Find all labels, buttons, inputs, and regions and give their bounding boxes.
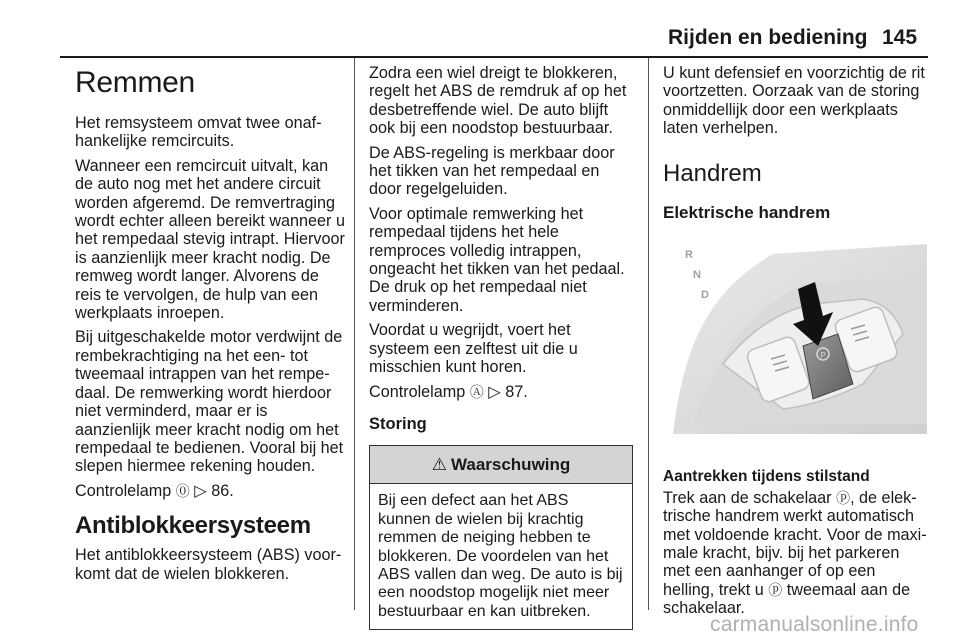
watermark: carmanualsonline.info <box>710 613 919 636</box>
paragraph: Voor optimale remwerking het rempedaal tijdens het hele remproces volledig intrappen, ongeacht het tikken van het pedaal. De druk op het rempedaal niet verminderen. <box>369 204 625 315</box>
column-1 <box>75 58 347 589</box>
paragraph: Het antiblokkeersysteem (ABS) voorkomt dat de wielen blokkeren. <box>75 546 342 583</box>
gear-label-d: D <box>701 289 709 302</box>
paragraph: Het remsysteem omvat twee onafhankelijke remcircuits. <box>75 114 322 151</box>
column-divider-1 <box>354 58 355 610</box>
subheading-apply-stationary: Aantrekken tijdens stilstand <box>663 468 870 486</box>
instruction-paragraph <box>663 489 929 618</box>
instruction-text: tweemaal aan de schakelaar. <box>663 580 911 618</box>
paragraph: Bij uitgeschakelde motor verdwijnt de rembekrachtiging na het een- tot tweemaal intrappen van het rempedaal. De remwerking wordt hierdoor niet verminderd, maar er is aanzienlijk meer kracht nodig om het rempedaal te bedienen. Vooral bij het slepen hiermee rekening houden. <box>75 328 344 476</box>
paragraph: Wanneer een remcircuit uitvalt, kan de auto nog met het andere circuit worden afgeremd. De remvertraging wordt echter alleen bereikt wanneer u het rempedaal stevig intrapt. Hiervoor is aanzienlijk meer kracht nodig. De remweg wordt langer. Alvorens de reis te vervolgen, de hulp van een werkplaats inroepen. <box>75 156 345 323</box>
control-lamp-label: Controlelamp <box>369 382 466 401</box>
switch-symbol: P <box>820 351 826 361</box>
abs-lamp-icon: Ⓐ <box>469 383 484 400</box>
section-heading-abs: Antiblokkeersysteem <box>75 512 311 540</box>
section-heading-handrem: Handrem <box>663 159 762 187</box>
page-reference-link[interactable]: ▷ 86. <box>194 481 234 500</box>
running-header-title: Rijden en bediening <box>668 26 868 49</box>
parking-brake-switch-illustration <box>663 234 927 446</box>
warning-triangle-icon: ⚠ <box>431 454 447 474</box>
control-lamp-reference <box>75 482 347 500</box>
paragraph: De ABS-regeling is merkbaar door het tikken van het rempedaal en door regelgeluiden. <box>369 143 615 199</box>
paragraph: Voordat u wegrijdt, voert het systeem een zelftest uit die u misschien kunt horen. <box>369 321 578 377</box>
gear-label-r: R <box>685 249 693 262</box>
control-lamp-reference <box>369 383 633 401</box>
parking-brake-switch-icon: ⓟ <box>836 489 851 506</box>
section-heading-remmen: Remmen <box>75 66 195 99</box>
warning-title: Waarschuwing <box>450 454 571 474</box>
paragraph: Zodra een wiel dreigt te blokkeren, regelt het ABS de remdruk af op het desbetreffende wiel. De auto blijft ook bij een noodstop bestuurbaar. <box>369 64 627 138</box>
column-3 <box>663 64 929 624</box>
parking-brake-switch-icon: ⓟ <box>768 581 783 598</box>
gear-label-n: N <box>693 269 701 282</box>
page-reference-link[interactable]: ▷ 87. <box>488 382 528 401</box>
warning-text: Bij een defect aan het ABS kunnen de wielen bij krachtig remmen de neiging hebben te blokkeren. De voordelen van het ABS vallen dan weg. De auto is bij een noodstop mogelijk niet meer bestuurbaar en kan uitbreken. <box>378 492 623 620</box>
control-lamp-label: Controlelamp <box>75 481 172 500</box>
subheading-electric-parking-brake: Elektrische handrem <box>663 202 831 222</box>
column-divider-2 <box>648 58 649 610</box>
paragraph: U kunt defensief en voorzichtig de rit voortzetten. Oorzaak van de storing onmiddellijk door een werkplaats laten verhelpen. <box>663 64 925 138</box>
column-2 <box>369 64 633 630</box>
page-number: 145 <box>882 26 918 49</box>
instruction-text: Trek aan de schakelaar <box>663 488 832 507</box>
brake-warning-lamp-icon: ⓪ <box>175 482 190 499</box>
instruction-text: , de elektrische handrem werkt automatisch met voldoende kracht. Voor de maximale kracht, bijv. bij het parkeren met een aanhanger of op een helling, trekt u <box>663 488 927 599</box>
subheading-storing: Storing <box>369 414 427 433</box>
warning-header <box>370 446 632 484</box>
warning-box <box>369 445 633 630</box>
